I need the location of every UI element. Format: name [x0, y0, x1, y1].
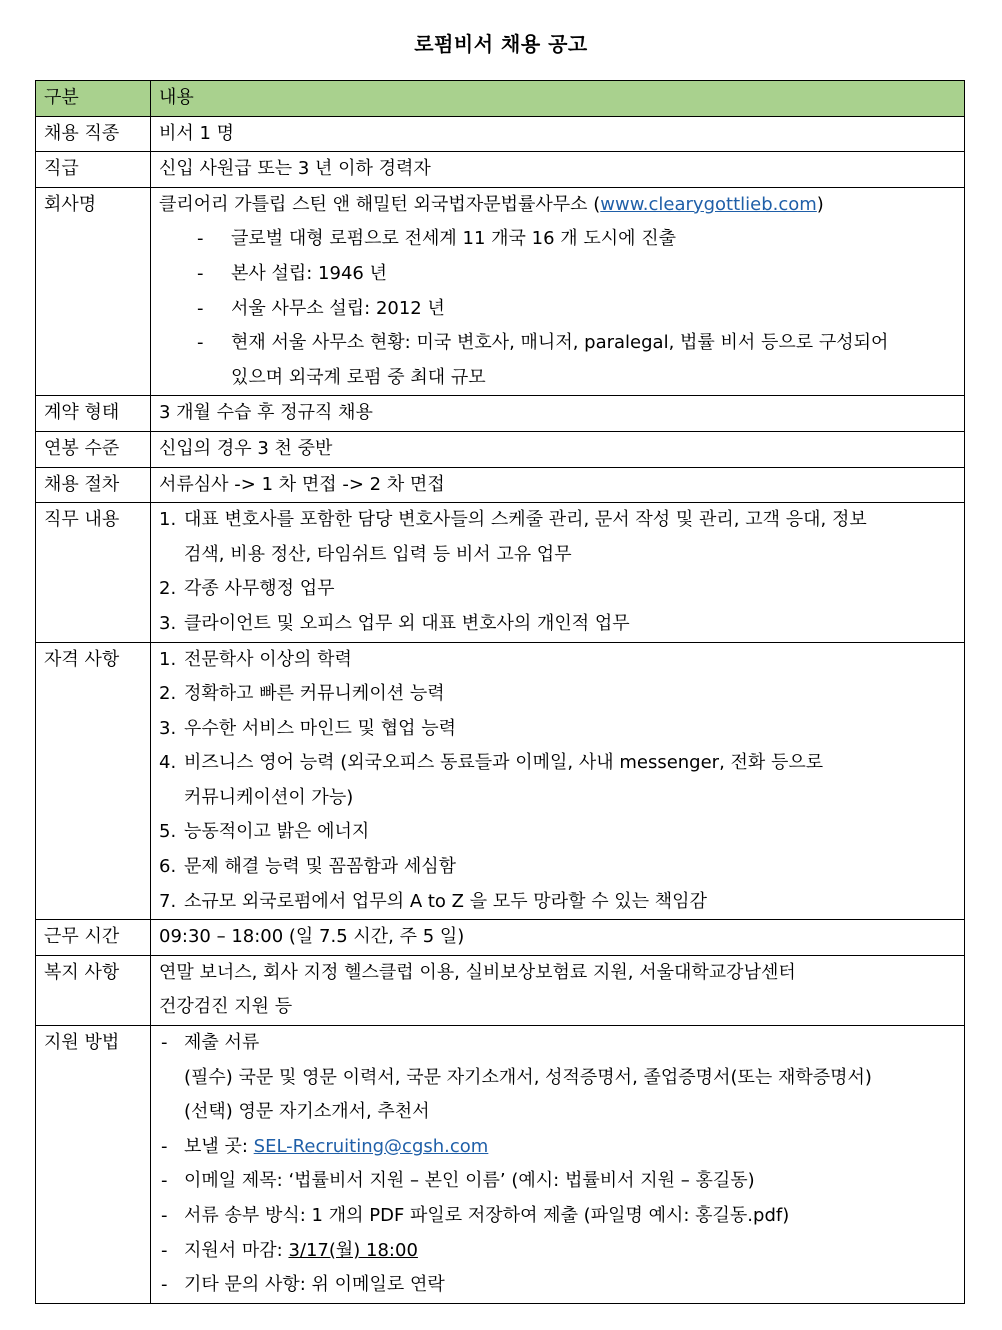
company-website-link[interactable]: www.clearygottlieb.com [600, 193, 817, 215]
row-value [151, 642, 965, 920]
company-name: 클리어리 가틀립 스틴 앤 해밀턴 외국법자문법률사무소 ( [159, 193, 601, 215]
row-label: 근무 시간 [36, 920, 151, 956]
row-value: 신입의 경우 3 천 중반 [151, 431, 965, 467]
list-text: 대표 변호사를 포함한 담당 변호사들의 스케줄 관리, 문서 작성 및 관리, 고객 응대, 정보 [184, 509, 867, 531]
list-text: 각종 사무행정 업무 [184, 578, 335, 600]
list-item [159, 1130, 956, 1165]
company-name-line [159, 188, 956, 223]
row-label: 직무 내용 [36, 503, 151, 642]
send-label: 보낼 곳: [184, 1135, 254, 1157]
list-item [159, 885, 956, 920]
table-row [36, 642, 965, 920]
list-item: - 서류 송부 방식: 1 개의 PDF 파일로 저장하여 제출 (파일명 예시: 홍길동.pdf) [159, 1199, 956, 1234]
header-content: 내용 [151, 81, 965, 117]
list-text: 클라이언트 및 오피스 업무 외 대표 변호사의 개인적 업무 [184, 612, 630, 634]
list-number: 1. [159, 509, 177, 531]
list-item: - 글로벌 대형 로펌으로 전세계 11 개국 16 개 도시에 진출 [159, 222, 956, 257]
row-value: 서류심사 -> 1 차 면접 -> 2 차 면접 [151, 467, 965, 503]
row-value [151, 187, 965, 396]
row-label: 지원 방법 [36, 1026, 151, 1304]
list-item [159, 643, 956, 678]
required-docs: (필수) 국문 및 영문 이력서, 국문 자기소개서, 성적증명서, 졸업증명서(또는 재학증명서) [184, 1066, 872, 1088]
list-item: - 서울 사무소 설립: 2012 년 [159, 292, 956, 327]
list-number: 3. [159, 612, 177, 634]
list-number: 2. [159, 683, 177, 705]
table-row [36, 920, 965, 956]
table-row [36, 116, 965, 152]
row-label: 연봉 수준 [36, 431, 151, 467]
deadline-label: 지원서 마감: [184, 1239, 289, 1261]
list-text: 능동적이고 밝은 에너지 [184, 821, 370, 843]
list-number: 7. [159, 890, 177, 912]
table-row [36, 1026, 965, 1304]
row-label: 채용 절차 [36, 467, 151, 503]
row-label: 자격 사항 [36, 642, 151, 920]
job-posting-table [35, 80, 965, 1304]
list-text: 소규모 외국로펌에서 업무의 A to Z 을 모두 망라할 수 있는 책임감 [184, 890, 707, 912]
table-row [36, 503, 965, 642]
row-label: 회사명 [36, 187, 151, 396]
table-row [36, 467, 965, 503]
table-row [36, 431, 965, 467]
list-item [159, 572, 956, 607]
list-item [159, 677, 956, 712]
header-category: 구분 [36, 81, 151, 117]
list-item: - 제출 서류 [159, 1026, 956, 1061]
list-item: - 이메일 제목: ‘법률비서 지원 – 본인 이름’ (예시: 법률비서 지원 – 홍길동) [159, 1164, 956, 1199]
list-number: 2. [159, 578, 177, 600]
row-label: 채용 직종 [36, 116, 151, 152]
benefits-line: 연말 보너스, 회사 지정 헬스클럽 이용, 실비보상보험료 지원, 서울대학교강남센터 [159, 961, 796, 983]
list-text: 정확하고 빠른 커뮤니케이션 능력 [184, 683, 445, 705]
page-title: 로펌비서 채용 공고 [414, 32, 588, 56]
row-value: 비서 1 명 [151, 116, 965, 152]
row-value: 09:30 – 18:00 (일 7.5 시간, 주 5 일) [151, 920, 965, 956]
list-number: 5. [159, 821, 177, 843]
benefits-line: 건강검진 지원 등 [159, 996, 293, 1018]
row-label: 직급 [36, 152, 151, 188]
list-item [159, 850, 956, 885]
list-item [159, 746, 956, 781]
table-row [36, 152, 965, 188]
list-number: 1. [159, 648, 177, 670]
list-item-continuation: 있으며 외국계 로펌 중 최대 규모 [231, 366, 486, 388]
row-value [151, 955, 965, 1025]
row-value [151, 1026, 965, 1304]
list-item [159, 1234, 956, 1269]
list-item: - 현재 서울 사무소 현황: 미국 변호사, 매니저, paralegal, 법률 비서 등으로 구성되어 [159, 326, 956, 361]
list-item [159, 503, 956, 538]
row-label: 계약 형태 [36, 396, 151, 432]
optional-docs: (선택) 영문 자기소개서, 추천서 [184, 1101, 430, 1123]
table-row [36, 396, 965, 432]
deadline-value: 3/17(월) 18:00 [288, 1239, 418, 1261]
row-value [151, 503, 965, 642]
row-value: 3 개월 수습 후 정규직 채용 [151, 396, 965, 432]
list-item: - 기타 문의 사항: 위 이메일로 연락 [159, 1268, 956, 1303]
list-item [159, 815, 956, 850]
list-item [159, 607, 956, 642]
list-number: 6. [159, 856, 177, 878]
row-value: 신입 사원급 또는 3 년 이하 경력자 [151, 152, 965, 188]
list-item [159, 712, 956, 747]
list-text: 문제 해결 능력 및 꼼꼼함과 세심함 [184, 856, 457, 878]
row-label: 복지 사항 [36, 955, 151, 1025]
recruiting-email-link[interactable]: SEL-Recruiting@cgsh.com [253, 1135, 489, 1157]
table-row [36, 955, 965, 1025]
list-item: - 본사 설립: 1946 년 [159, 257, 956, 292]
company-name-close: ) [816, 193, 824, 215]
list-item-continuation: 커뮤니케이션이 가능) [184, 786, 354, 808]
list-number: 3. [159, 717, 177, 739]
table-row [36, 187, 965, 396]
table-header-row [36, 81, 965, 117]
list-text: 우수한 서비스 마인드 및 협업 능력 [184, 717, 457, 739]
list-number: 4. [159, 752, 177, 774]
list-item-continuation: 검색, 비용 정산, 타임쉬트 입력 등 비서 고유 업무 [184, 543, 572, 565]
list-text: 비즈니스 영어 능력 (외국오피스 동료들과 이메일, 사내 messenger, 전화 등으로 [184, 752, 824, 774]
list-text: 전문학사 이상의 학력 [184, 648, 352, 670]
